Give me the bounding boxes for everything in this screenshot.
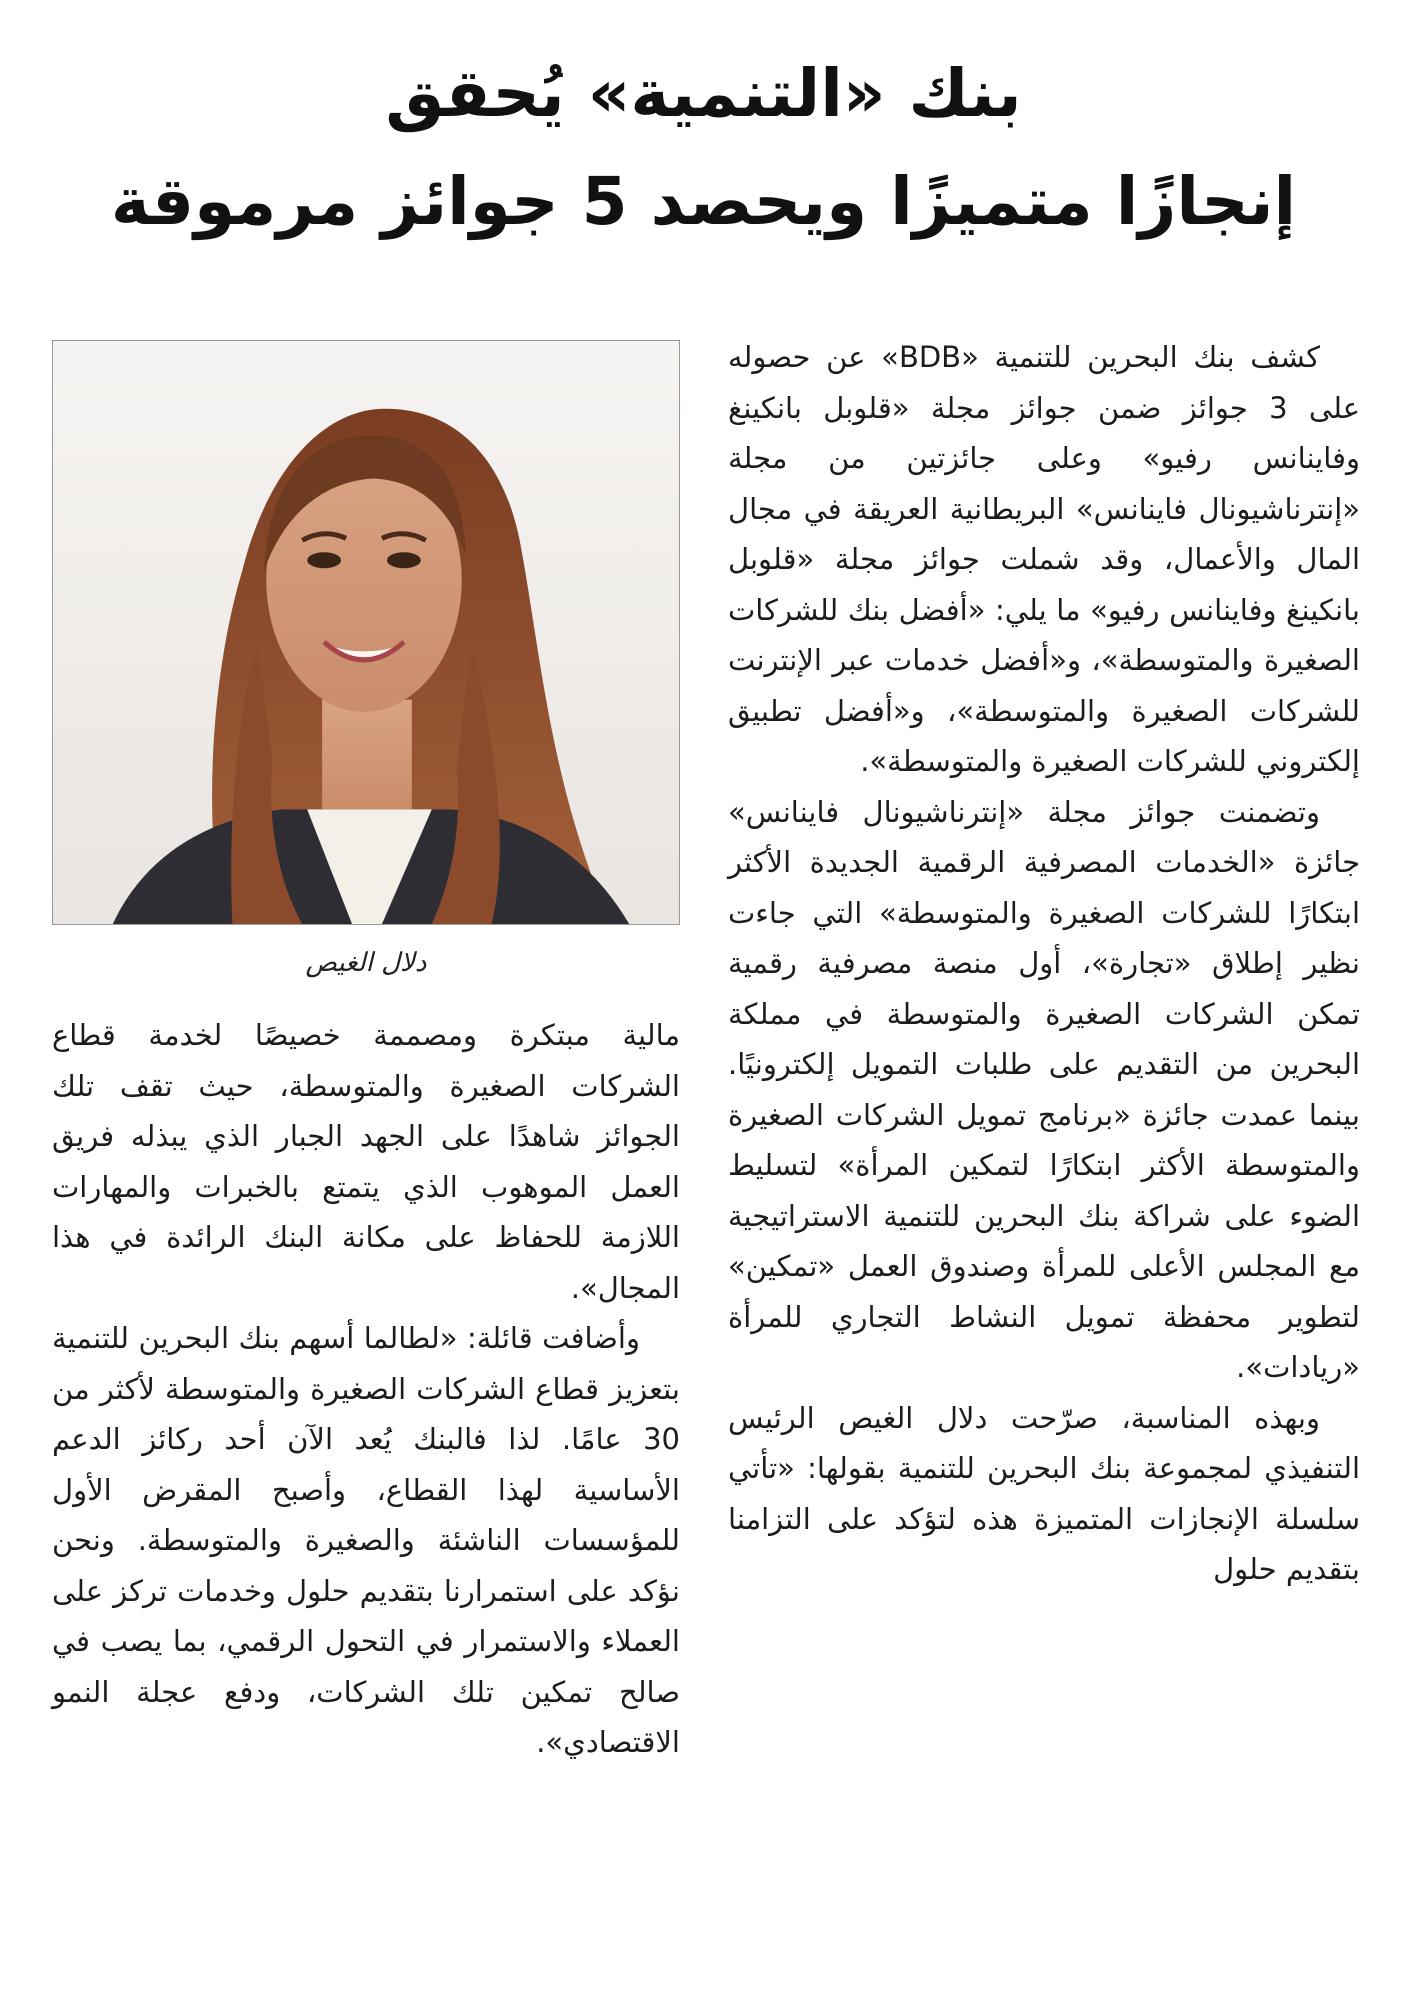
paragraph: مالية مبتكرة ومصممة خصيصًا لخدمة قطاع الشركات الصغيرة والمتوسطة، حيث تقف تلك الجوائز شاهدًا على الجهد الجبار الذي يبذله فريق العمل الموهوب الذي يتمتع بالخبرات والمهارات اللازمة للحفاظ على مكانة البنك الرائدة في هذا المجال».: [52, 1018, 680, 1305]
photo-caption: دلال الغيص: [305, 948, 427, 978]
paragraph: وبهذه المناسبة، صرّحت دلال الغيص الرئيس التنفيذي لمجموعة بنك البحرين للتنمية بقولها: «تأتي سلسلة الإنجازات المتميزة هذه لتؤكد على التزامنا بتقديم حلول: [728, 1400, 1360, 1586]
paragraph: وأضافت قائلة: «لطالما أسهم بنك البحرين للتنمية بتعزيز قطاع الشركات الصغيرة والمتوسطة لأكثر من 30 عامًا. لذا فالبنك يُعد الآن أحد ركائز الدعم الأساسية لهذا القطاع، وأصبح المقرض الأول للمؤسسات الناشئة والصغيرة والمتوسطة. ونحن نؤكد على استمرارنا بتقديم حلول وخدمات تركز على العملاء والاستمرار في التحول الرقمي، بما يصب في صالح تمكين تلك الشركات، ودفع عجلة النمو الاقتصادي».: [52, 1321, 680, 1759]
paragraph: وتضمنت جوائز مجلة «إنترناشيونال فاينانس» جائزة «الخدمات المصرفية الرقمية الجديدة الأكثر ابتكارًا للشركات الصغيرة والمتوسطة» التي جاءت نظير إطلاق «تجارة»، أول منصة مصرفية رقمية تمكن الشركات الصغيرة والمتوسطة في مملكة البحرين من التقديم على طلبات التمويل إلكترونيًا. بينما عمدت جائزة «برنامج تمويل الشركات الصغيرة والمتوسطة الأكثر ابتكارًا لتمكين المرأة» لتسليط الضوء على شراكة بنك البحرين للتنمية الاستراتيجية مع المجلس الأعلى للمرأة وصندوق العمل «تمكين» لتطوير محفظة تمويل النشاط التجاري للمرأة «ريادات».: [728, 794, 1360, 1384]
portrait-image: [53, 341, 679, 924]
left-text-column: [52, 1010, 680, 1768]
headline-line-2: إنجازًا متميزًا ويحصد 5 جوائز مرموقة: [110, 163, 1297, 240]
right-text-column: [728, 332, 1360, 1595]
article-headline: [60, 40, 1347, 256]
headline-line-1: بنك «التنمية» يُحقق: [385, 55, 1022, 132]
paragraph: كشف بنك البحرين للتنمية «BDB» عن حصوله على 3 جوائز ضمن جوائز مجلة «قلوبل بانكينغ وفاينانس رفيو» وعلى جائزتين من مجلة «إنترناشيونال فاينانس» البريطانية العريقة في مجال المال والأعمال، وقد شملت جوائز مجلة «قلوبل بانكينغ وفاينانس رفيو» ما يلي: «أفضل بنك للشركات الصغيرة والمتوسطة»، و«أفضل خدمات عبر الإنترنت للشركات الصغيرة والمتوسطة»، و«أفضل تطبيق إلكتروني للشركات الصغيرة والمتوسطة».: [728, 340, 1361, 778]
portrait-photo: [52, 340, 680, 925]
